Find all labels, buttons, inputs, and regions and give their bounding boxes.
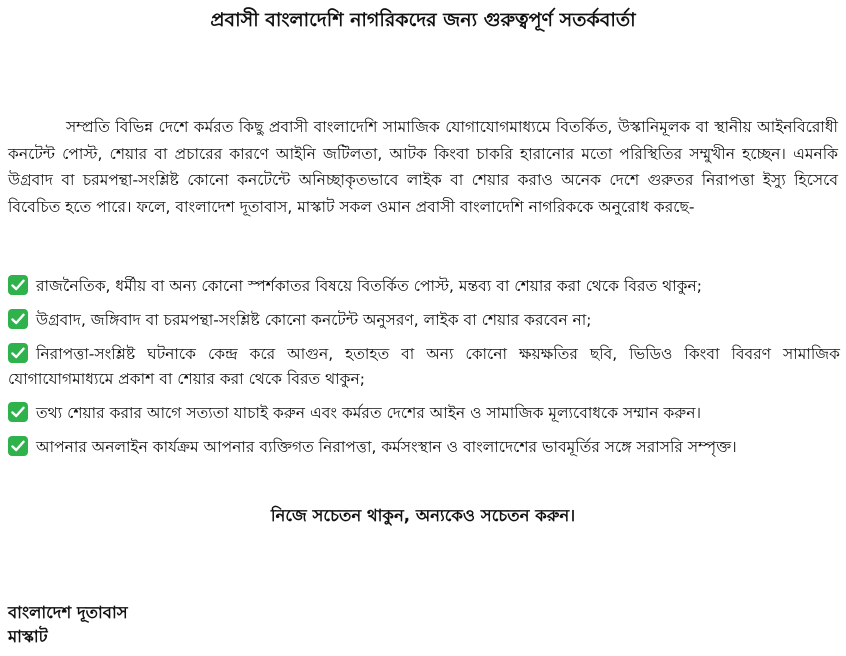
notice-title: প্রবাসী বাংলাদেশি নাগরিকদের জন্য গুরুত্বপূর্ণ সতর্কবার্তা bbox=[210, 9, 636, 31]
list-item-text: আপনার অনলাইন কার্যক্রম আপনার ব্যক্তিগত নিরাপত্তা, কর্মসংস্থান ও বাংলাদেশের ভাবমূর্তির সঙ্গে সরাসরি সম্পৃক্ত। bbox=[36, 438, 737, 456]
check-box-icon bbox=[8, 436, 28, 456]
list-item-text: তথ্য শেয়ার করার আগে সত্যতা যাচাই করুন এবং কর্মরত দেশের আইন ও সামাজিক মূল্যবোধকে সম্মান করুন। bbox=[36, 404, 701, 422]
list-item-text: নিরাপত্তা-সংশ্লিষ্ট ঘটনাকে কেন্দ্র করে আগুন, হতাহত বা অন্য কোনো ক্ষয়ক্ষতির ছবি, ভিডিও কিংবা বিবরণ সামাজিক যোগাযোগমাধ্যমে প্রকাশ বা শেয়ার করা থেকে বিরত থাকুন; bbox=[8, 345, 840, 388]
list-item-text: উগ্রবাদ, জঙ্গিবাদ বা চরমপন্থা-সংশ্লিষ্ট কোনো কনটেন্ট অনুসরণ, লাইক বা শেয়ার করবেন না; bbox=[36, 311, 592, 329]
list-item bbox=[8, 435, 840, 460]
slogan: নিজে সচেতন থাকুন, অন্যকেও সচেতন করুন। bbox=[270, 506, 576, 525]
check-box-icon bbox=[8, 402, 28, 422]
list-item-text: রাজনৈতিক, ধর্মীয় বা অন্য কোনো স্পর্শকাতর বিষয়ে বিতর্কিত পোস্ট, মন্তব্য বা শেয়ার করা থেকে বিরত থাকুন; bbox=[36, 277, 702, 295]
check-box-icon bbox=[8, 309, 28, 329]
list-item bbox=[8, 401, 840, 426]
intro-paragraph: সম্প্রতি বিভিন্ন দেশে কর্মরত কিছু প্রবাসী বাংলাদেশি সামাজিক যোগাযোগমাধ্যমে বিতর্কিত, উস্কানিমূলক বা স্থানীয় আইনবিরোধী কনটেন্ট পোস্ট, শেয়ার বা প্রচারের কারণে আইনি জটিলতা, আটক কিংবা চাকরি হারানোর মতো পরিস্থিতির সম্মুখীন হচ্ছেন। এমনকি উগ্রবাদ বা চরমপন্থা-সংশ্লিষ্ট কোনো কনটেন্টে অনিচ্ছাকৃতভাবে লাইক বা শেয়ার করাও অনেক দেশে গুরুতর নিরাপত্তা ইস্যু হিসেবে বিবেচিত হতে পারে। ফলে, বাংলাদেশ দূতাবাস, মাস্কাট সকল ওমান প্রবাসী বাংলাদেশি নাগরিককে অনুরোধ করছে- bbox=[8, 118, 838, 216]
list-item bbox=[8, 342, 840, 392]
advice-list bbox=[8, 274, 840, 469]
check-box-icon bbox=[8, 275, 28, 295]
signature-city: মাস্কাট bbox=[8, 627, 48, 646]
signature-block bbox=[8, 601, 128, 649]
list-item bbox=[8, 308, 840, 333]
signature-office: বাংলাদেশ দূতাবাস bbox=[8, 603, 128, 622]
list-item bbox=[8, 274, 840, 299]
check-box-icon bbox=[8, 343, 28, 363]
